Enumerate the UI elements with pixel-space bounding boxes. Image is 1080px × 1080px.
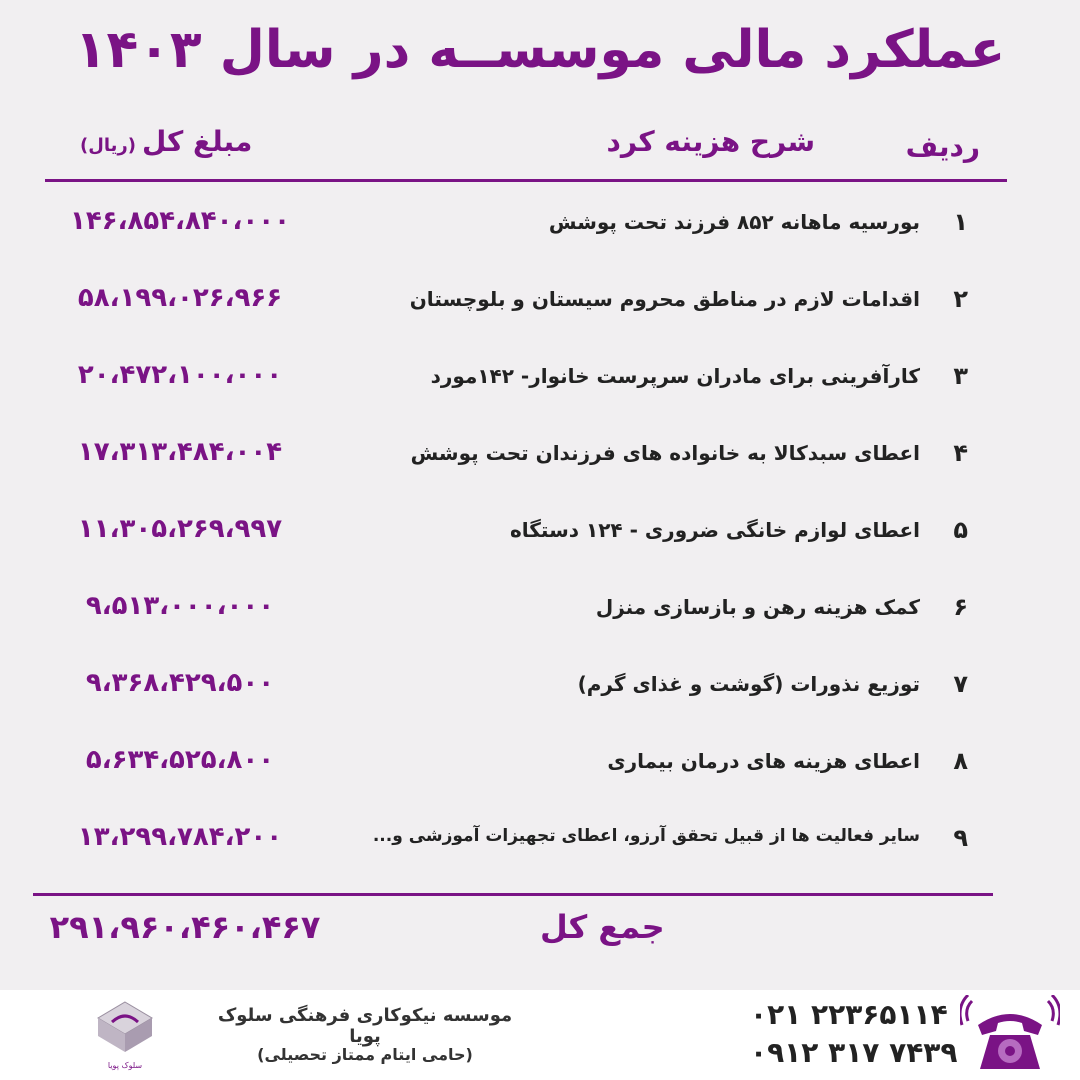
table-row	[0, 277, 1080, 337]
row-number: ۹	[953, 824, 968, 852]
header-amount-label: مبلغ کل	[141, 125, 253, 158]
row-amount: ۱۷،۳۱۳،۴۸۴،۰۰۴	[77, 437, 283, 467]
row-number: ۲	[953, 285, 968, 313]
telephone-icon	[960, 995, 1060, 1075]
table-row	[0, 200, 1080, 260]
row-number: ۶	[953, 593, 968, 621]
logo-icon	[92, 996, 158, 1076]
table-row	[0, 662, 1080, 722]
row-description: اعطای سبدکالا به خانواده های فرزندان تحت پوشش	[410, 441, 920, 465]
row-number: ۷	[953, 670, 968, 698]
row-description: اعطای لوازم خانگی ضروری - ۱۲۴ دستگاه	[509, 518, 920, 542]
row-description: سایر فعالیت ها از قبیل تحقق آرزو، اعطای تجهیزات آموزشی و...	[372, 826, 920, 846]
row-number: ۵	[953, 516, 968, 544]
row-description: کمک هزینه رهن و بازسازی منزل	[595, 595, 920, 619]
row-amount: ۱۱،۳۰۵،۲۶۹،۹۹۷	[77, 514, 283, 544]
page-title: عملکرد مالی موسســه در سال ۱۴۰۳	[74, 20, 1006, 80]
row-amount: ۹،۵۱۳،۰۰۰،۰۰۰	[85, 591, 275, 621]
total-divider	[33, 893, 993, 896]
table-row	[0, 585, 1080, 645]
logo-text: سلوک پویا	[107, 1061, 143, 1070]
table-row	[0, 354, 1080, 414]
row-amount: ۹،۳۶۸،۴۲۹،۵۰۰	[85, 668, 275, 698]
phone-mobile: ۰۹۱۲ ۳۱۷ ۷۴۳۹	[750, 1036, 958, 1069]
header-amount-unit: (ریال)	[80, 135, 136, 156]
row-description: بورسیه ماهانه ۸۵۲ فرزند تحت پوشش	[548, 210, 920, 234]
row-amount: ۲۰،۴۷۲،۱۰۰،۰۰۰	[77, 360, 283, 390]
footer	[0, 990, 1080, 1080]
org-name: موسسه نیکوکاری فرهنگی سلوک پویا	[217, 1005, 513, 1047]
row-description: توزیع نذورات (گوشت و غذای گرم)	[577, 672, 920, 696]
row-description: اعطای هزینه های درمان بیماری	[607, 749, 920, 773]
table-row	[0, 739, 1080, 799]
table-row	[0, 816, 1080, 876]
row-amount: ۱۴۶،۸۵۴،۸۴۰،۰۰۰	[69, 206, 291, 236]
table-row	[0, 508, 1080, 568]
row-description: کارآفرینی برای مادران سرپرست خانوار- ۱۴۲مورد	[430, 364, 920, 388]
row-number: ۳	[953, 362, 968, 390]
header-amount	[80, 125, 252, 158]
row-amount: ۵،۶۳۴،۵۲۵،۸۰۰	[85, 745, 275, 775]
phone-landline: ۰۲۱ ۲۲۳۶۵۱۱۴	[750, 998, 948, 1031]
total-amount: ۲۹۱،۹۶۰،۴۶۰،۴۶۷	[49, 908, 321, 946]
row-number: ۴	[953, 439, 968, 467]
header-divider	[45, 179, 1007, 182]
header-description: شرح هزینه کرد	[606, 125, 815, 158]
total-label: جمع کل	[540, 908, 665, 946]
table-row	[0, 431, 1080, 491]
row-number: ۱	[953, 208, 968, 236]
row-description: اقدامات لازم در مناطق محروم سیستان و بلوچستان	[409, 287, 920, 311]
org-tagline: (حامی ایتام ممتاز تحصیلی)	[257, 1045, 473, 1064]
row-amount: ۵۸،۱۹۹،۰۲۶،۹۶۶	[77, 283, 283, 313]
row-number: ۸	[953, 747, 968, 775]
header-row-number: ردیف	[905, 130, 980, 163]
row-amount: ۱۳،۲۹۹،۷۸۴،۲۰۰	[77, 822, 283, 852]
